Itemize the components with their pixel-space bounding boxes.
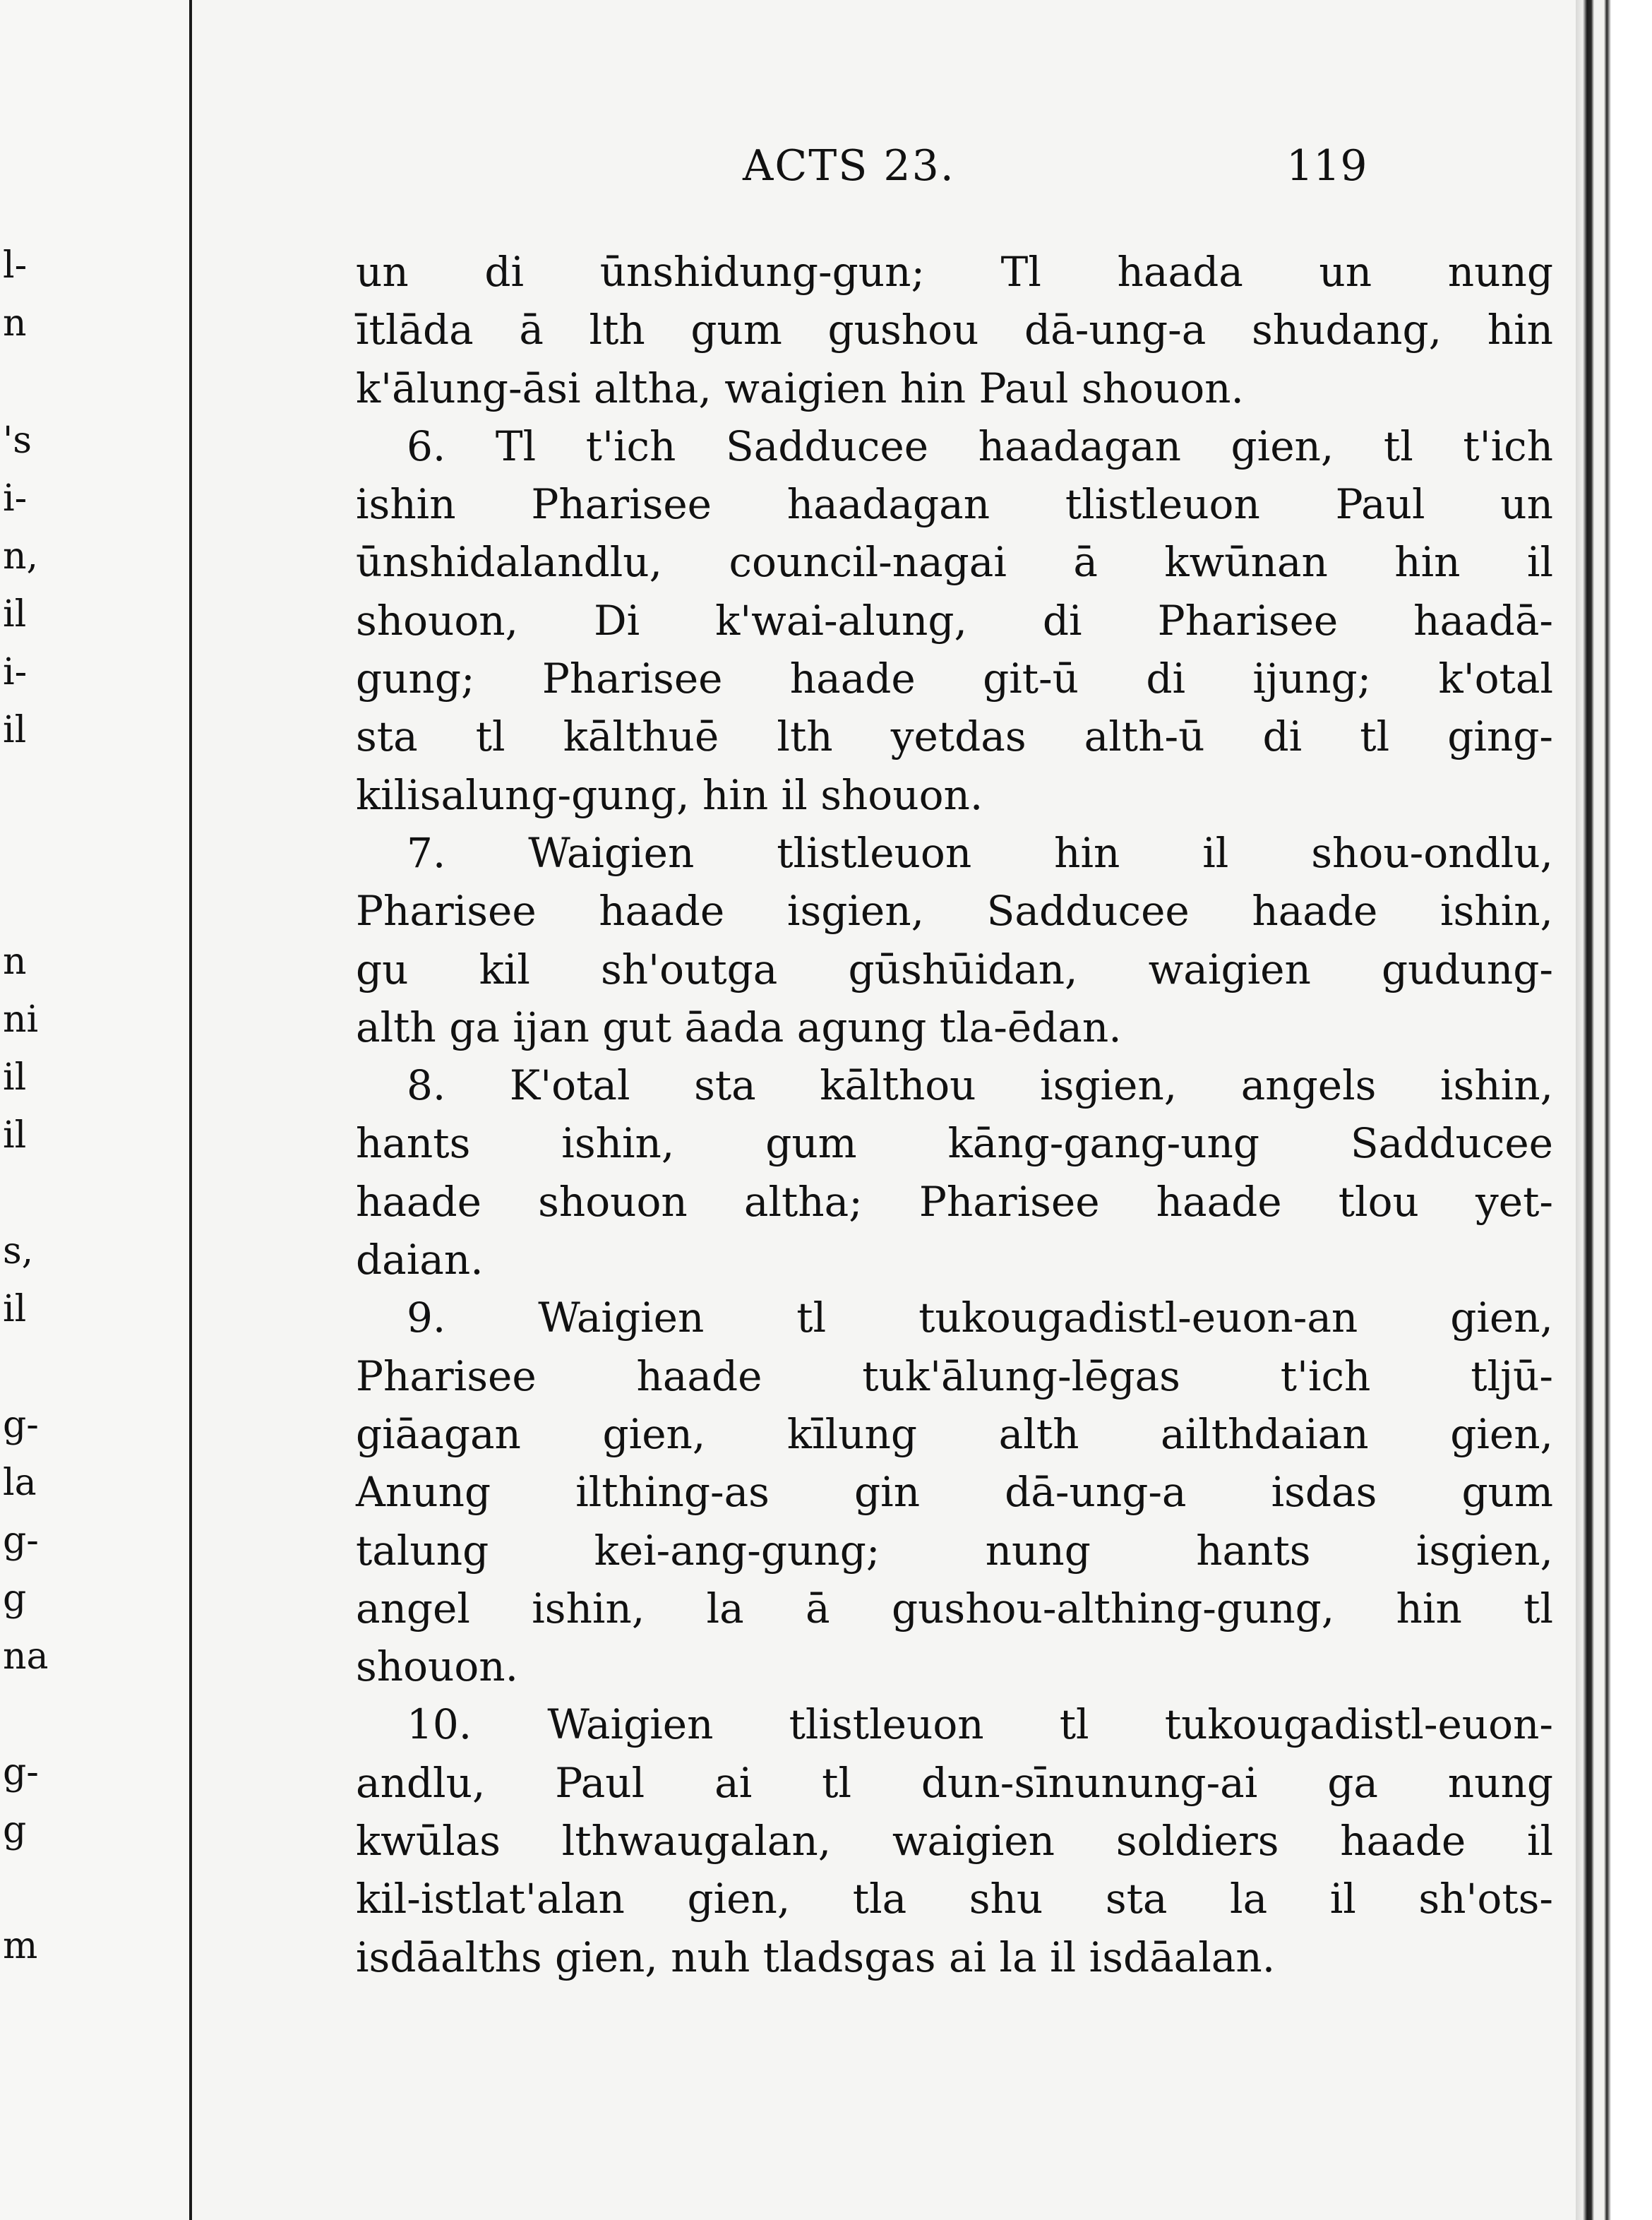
- text-line: Anung ilthing-as gin dā-ung-a isdas gum: [356, 1468, 1553, 1517]
- text-line: gung; Pharisee haade git-ū di ijung; k'otal: [356, 655, 1553, 703]
- verse-line: 10. Waigien tlistleuon tl tukougadistl-euon-: [407, 1700, 1553, 1749]
- left-fragment: g: [3, 1809, 27, 1851]
- text-line: k'ālung-āsi altha, waigien hin Paul shouon.: [356, 364, 1244, 412]
- body-text: [356, 243, 1553, 1986]
- text-line: haade shouon altha; Pharisee haade tlou yet-: [356, 1177, 1553, 1226]
- left-fragment: il: [3, 1288, 27, 1330]
- verse-line: 7. Waigien tlistleuon hin il shou-ondlu,: [407, 828, 1553, 877]
- left-fragment: m: [3, 1925, 38, 1967]
- text-line: alth ga ijan gut āada agung tla-ēdan.: [356, 1003, 1122, 1051]
- left-fragment: g: [3, 1577, 27, 1620]
- running-head: ACTS 23.: [743, 141, 955, 191]
- left-fragment: la: [3, 1462, 37, 1504]
- page-header: [192, 141, 1576, 198]
- text-line: gu kil sh'outga gūshūidan, waigien gudung-: [356, 945, 1553, 993]
- text-line: talung kei-ang-gung; nung hants isgien,: [356, 1526, 1553, 1575]
- left-fragment: g-: [3, 1404, 39, 1446]
- text-line: kwūlas lthwaugalan, waigien soldiers haade il: [356, 1817, 1553, 1866]
- left-fragment: g-: [3, 1520, 39, 1562]
- text-line: Pharisee haade tuk'ālung-lēgas t'ich tljū-: [356, 1351, 1553, 1400]
- text-line: kil-istlat'alan gien, tla shu sta la il sh'ots-: [356, 1875, 1553, 1923]
- left-fragment: 's: [3, 419, 32, 462]
- verse-line: 9. Waigien tl tukougadistl-euon-an gien,: [407, 1294, 1553, 1342]
- left-fragment: n,: [3, 535, 39, 578]
- left-fragment: l-: [3, 244, 28, 287]
- text-line: hants ishin, gum kāng-gang-ung Sadducee: [356, 1119, 1553, 1168]
- page-stack-edge: [1576, 0, 1652, 2220]
- left-fragment: ni: [3, 998, 39, 1041]
- text-line: shouon, Di k'wai-alung, di Pharisee haadā-: [356, 596, 1553, 645]
- left-fragment: i-: [3, 477, 28, 520]
- left-fragment: g-: [3, 1751, 39, 1794]
- verse-line: 8. K'otal sta kālthou isgien, angels ishin,: [407, 1061, 1553, 1110]
- text-line: kilisalung-gung, hin il shouon.: [356, 770, 983, 819]
- text-line: daian.: [356, 1236, 484, 1284]
- text-line: ūnshidalandlu, council-nagai ā kwūnan hin il: [356, 538, 1553, 587]
- text-line: ishin Pharisee haadagan tlistleuon Paul un: [356, 480, 1553, 529]
- text-line: shouon.: [356, 1642, 519, 1691]
- text-line: angel ishin, la ā gushou-althing-gung, hin tl: [356, 1584, 1553, 1633]
- text-line: un di ūnshidung-gun; Tl haada un nung: [356, 248, 1553, 296]
- previous-page-edge: [0, 0, 192, 2220]
- left-fragment: n: [3, 302, 27, 345]
- left-fragment: il: [3, 1114, 27, 1157]
- text-line: andlu, Paul ai tl dun-sīnunung-ai ga nung: [356, 1758, 1553, 1807]
- text-line: giāagan gien, kīlung alth ailthdaian gien,: [356, 1409, 1553, 1458]
- left-fragment: na: [3, 1635, 49, 1678]
- left-fragment: il: [3, 1056, 27, 1099]
- text-line: Pharisee haade isgien, Sadducee haade ishin,: [356, 887, 1553, 936]
- verse-line: 6. Tl t'ich Sadducee haadagan gien, tl t'ich: [407, 422, 1553, 470]
- left-fragment: il: [3, 593, 27, 635]
- page: [192, 0, 1576, 2220]
- left-fragment: n: [3, 941, 27, 983]
- page-number: 119: [1286, 141, 1367, 191]
- text-line: sta tl kālthuē lth yetdas alth-ū di tl ging-: [356, 712, 1553, 761]
- text-line: isdāalths gien, nuh tladsgas ai la il isdāalan.: [356, 1933, 1276, 1981]
- left-fragment: s,: [3, 1230, 34, 1272]
- left-fragment: il: [3, 709, 27, 751]
- left-fragment: i-: [3, 651, 28, 693]
- text-line: ītlāda ā lth gum gushou dā-ung-a shudang, hin: [356, 306, 1553, 354]
